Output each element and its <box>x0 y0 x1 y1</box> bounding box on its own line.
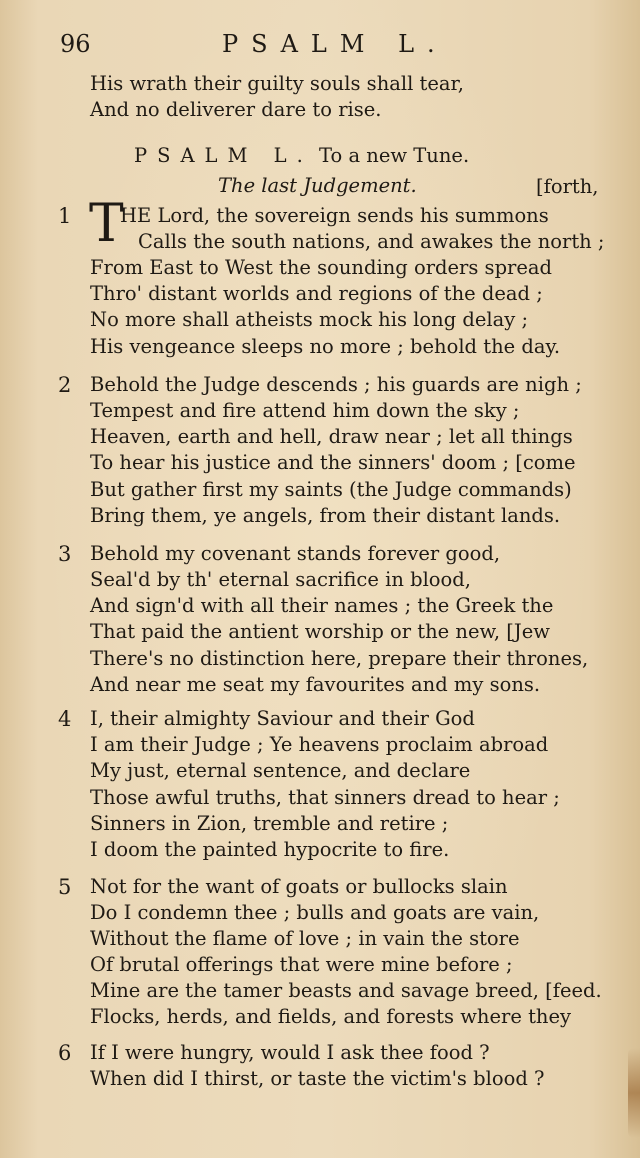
verse-line: I, their almighty Saviour and their God <box>90 707 475 730</box>
verse-line: Behold the Judge descends ; his guards are nigh ; <box>90 373 582 396</box>
carry-over-word: [forth, <box>536 175 599 198</box>
verse-line: His wrath their guilty souls shall tear, <box>90 72 464 95</box>
stanza-number: 4 <box>58 707 72 731</box>
stanza-number: 6 <box>58 1041 72 1065</box>
psalm-subheading: The last Judgement. <box>218 174 417 197</box>
verse-line: And sign'd with all their names ; the Greek the <box>90 594 554 617</box>
verse-line: Without the flame of love ; in vain the store <box>90 927 520 950</box>
verse-line: Not for the want of goats or bullocks slain <box>90 875 508 898</box>
verse-line: Sinners in Zion, tremble and retire ; <box>90 812 449 835</box>
verse-line: Bring them, ye angels, from their distant lands. <box>90 504 561 527</box>
drop-cap: T <box>89 194 124 254</box>
verse-line: My just, eternal sentence, and declare <box>90 759 471 782</box>
verse-line: Heaven, earth and hell, draw near ; let all things <box>90 425 573 448</box>
verse-line: Behold my covenant stands forever good, <box>90 542 501 565</box>
running-head <box>60 30 618 64</box>
verse-line: His vengeance sleeps no more ; behold the day. <box>90 335 561 358</box>
verse-line: And near me seat my favourites and my sons. <box>90 673 541 696</box>
verse-line: Those awful truths, that sinners dread to hear ; <box>90 786 560 809</box>
verse-line: I am their Judge ; Ye heavens proclaim abroad <box>90 733 549 756</box>
verse-line: Of brutal offerings that were mine before ; <box>90 953 513 976</box>
verse-line: To hear his justice and the sinners' doom ; [come <box>90 451 576 474</box>
page-title: PSALM L. <box>222 30 448 58</box>
stanza-number: 5 <box>58 875 72 899</box>
verse-line: From East to West the sounding orders spread <box>90 256 553 279</box>
verse-line: Tempest and fire attend him down the sky ; <box>90 399 520 422</box>
stanza-number: 3 <box>58 542 72 566</box>
verse-line: That paid the antient worship or the new, [Jew <box>90 620 550 643</box>
verse-line: Do I condemn thee ; bulls and goats are vain, <box>90 901 540 924</box>
verse-line: I doom the painted hypocrite to fire. <box>90 838 450 861</box>
page-stain <box>628 1048 640 1138</box>
verse-line: Seal'd by th' eternal sacrifice in blood, <box>90 568 471 591</box>
verse-line: Thro' distant worlds and regions of the dead ; <box>90 282 543 305</box>
verse-line: And no deliverer dare to rise. <box>90 98 382 121</box>
verse-line: There's no distinction here, prepare their thrones, <box>90 647 589 670</box>
stanza-number: 2 <box>58 373 72 397</box>
verse-line: But gather first my saints (the Judge commands) <box>90 478 572 501</box>
psalm-heading <box>134 144 469 167</box>
verse-line: When did I thirst, or taste the victim's blood ? <box>90 1067 545 1090</box>
verse-line: HE Lord, the sovereign sends his summons <box>120 204 549 227</box>
psalm-name: PSALM L. <box>134 144 313 167</box>
verse-line: If I were hungry, would I ask thee food ? <box>90 1041 490 1064</box>
verse-line: No more shall atheists mock his long delay ; <box>90 308 529 331</box>
verse-line: Flocks, herds, and fields, and forests where they <box>90 1005 572 1028</box>
page-number: 96 <box>60 30 91 58</box>
verse-line: Mine are the tamer beasts and savage breed, [feed. <box>90 979 602 1002</box>
stanza-number: 1 <box>58 204 72 228</box>
verse-line: Calls the south nations, and awakes the north ; <box>138 230 605 253</box>
psalm-tune: To a new Tune. <box>319 144 470 167</box>
